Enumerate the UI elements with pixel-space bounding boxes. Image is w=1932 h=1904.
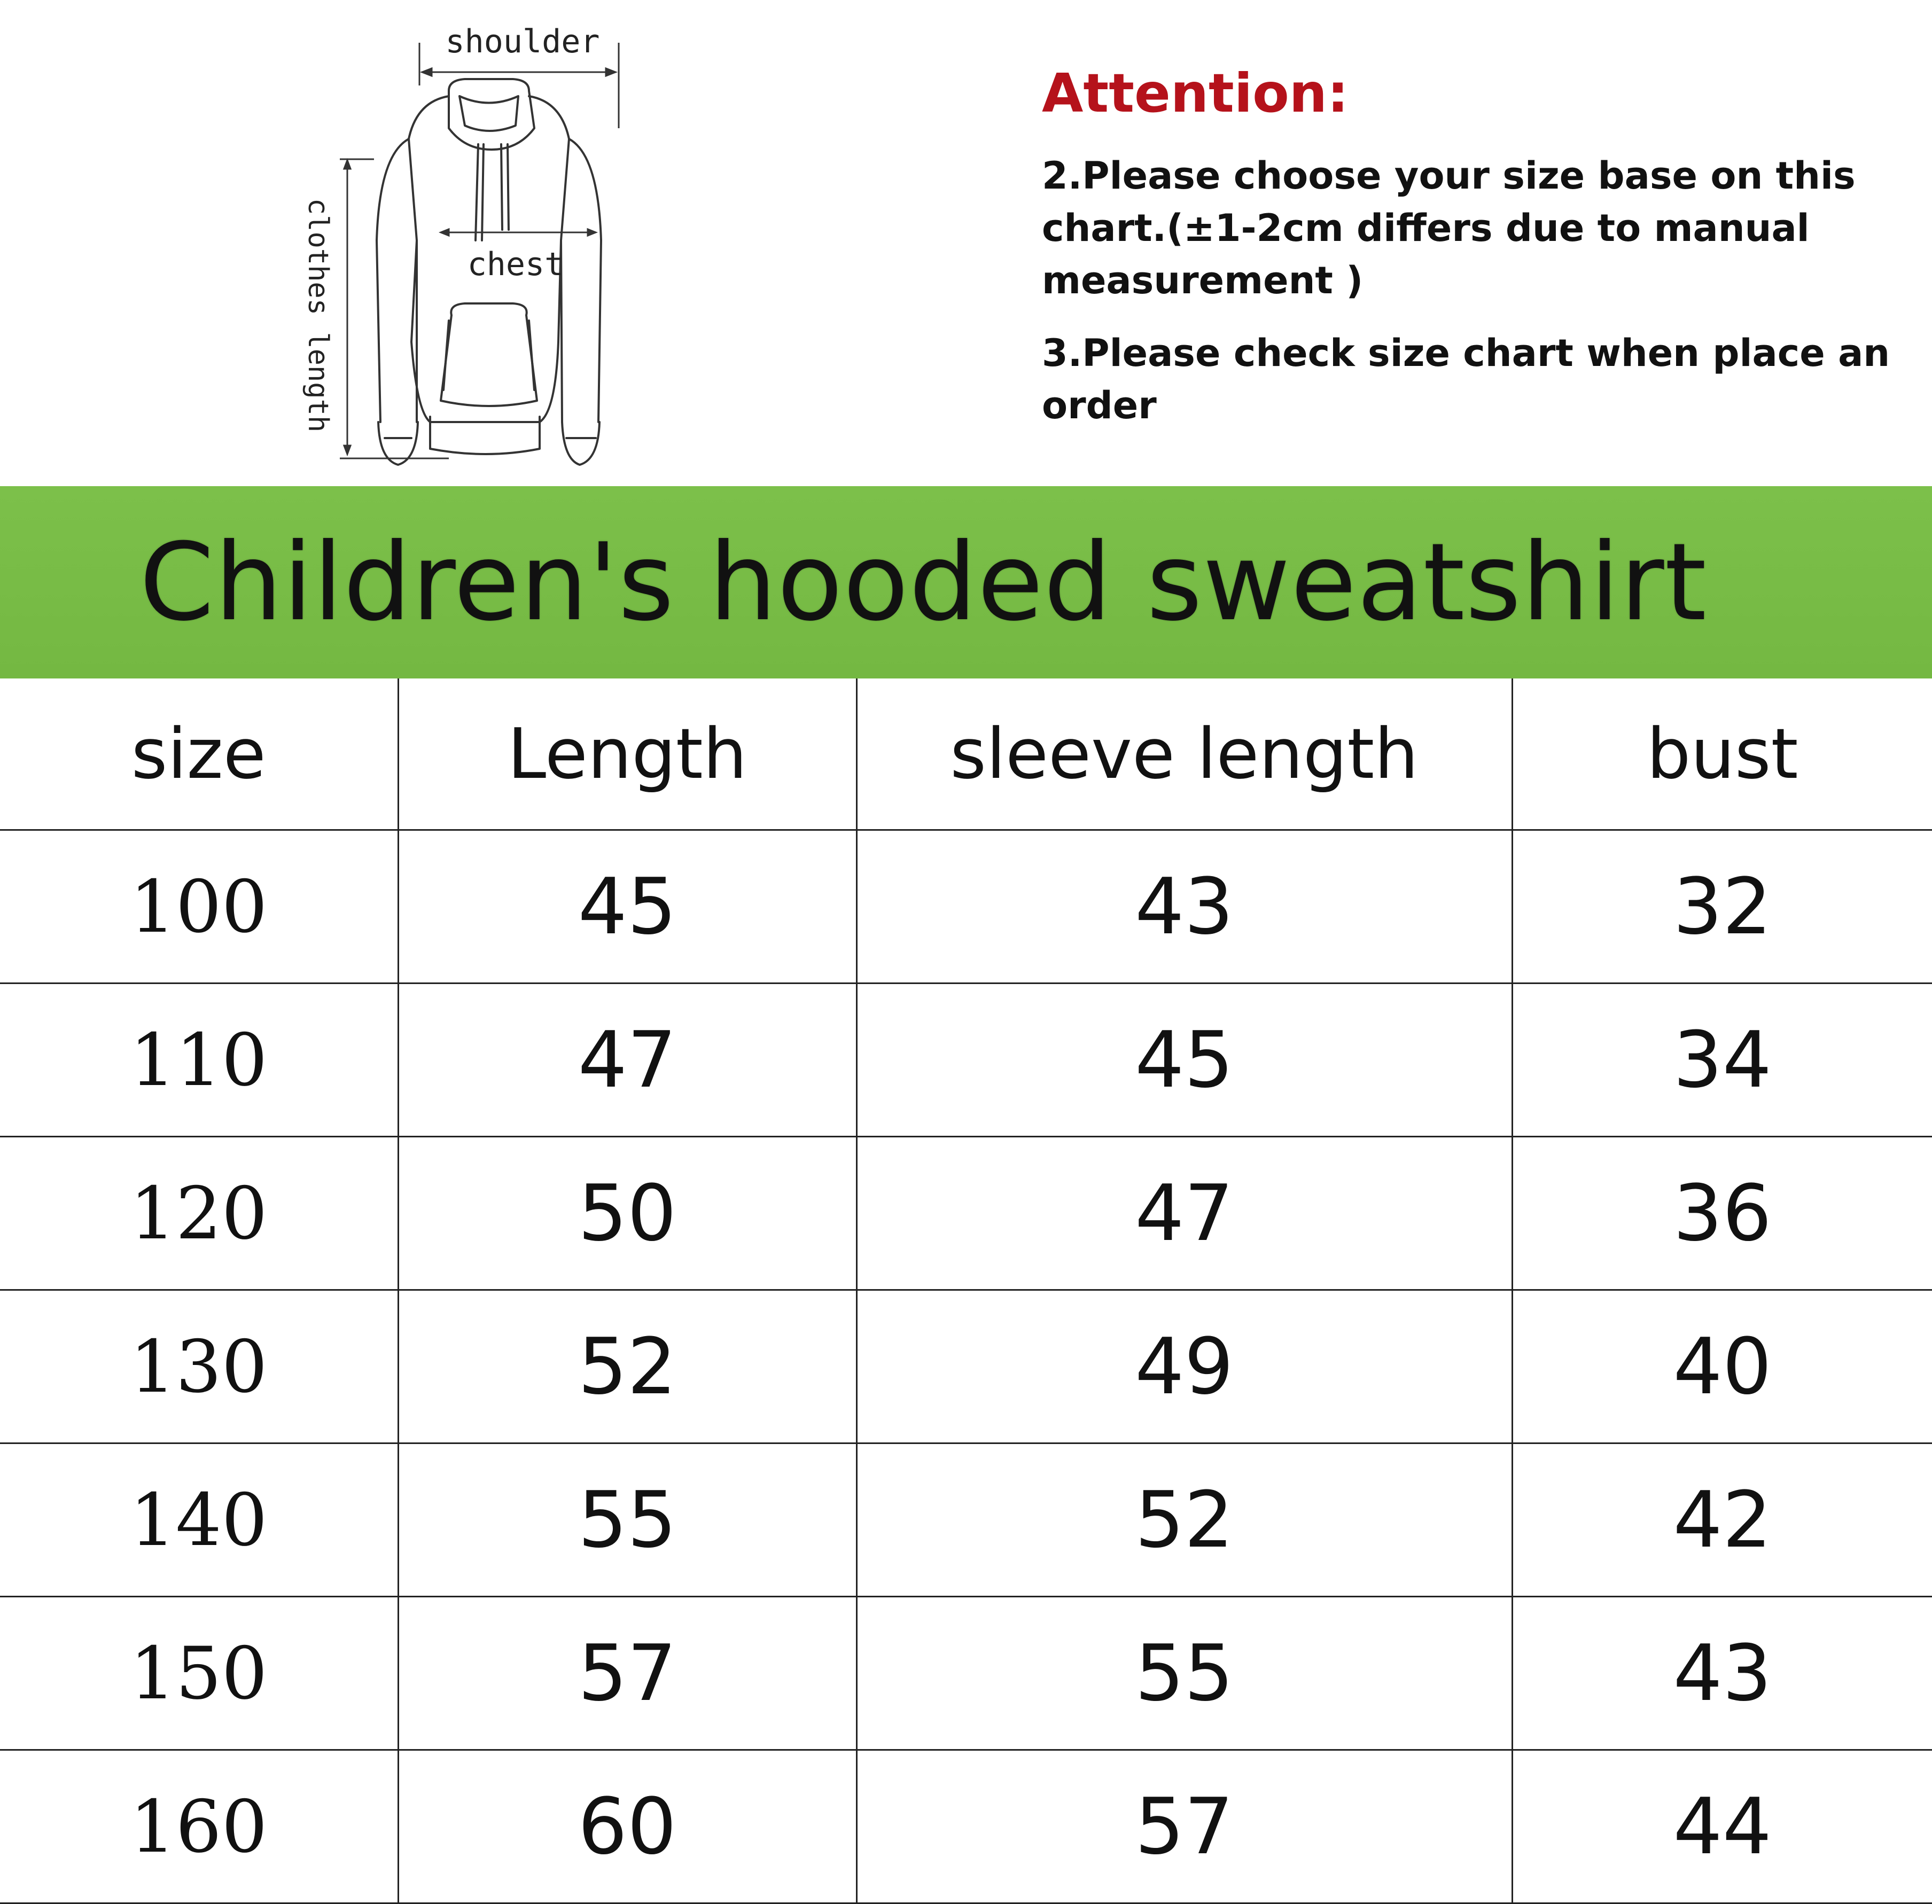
attention-note-2: 2.Please choose your size base on this chart.(±1-2cm differs due to manual measurement ) <box>1042 154 1856 302</box>
cell-sleeve-length: 57 <box>856 1750 1512 1903</box>
cell-bust: 32 <box>1512 830 1932 984</box>
hoodie-illustration <box>289 16 695 475</box>
cell-length: 57 <box>398 1597 856 1750</box>
attention-box <box>1042 59 1907 452</box>
cell-bust: 34 <box>1512 984 1932 1137</box>
size-chart-table <box>0 678 1932 1904</box>
banner-title: Children's hooded sweatshirt <box>139 520 1707 645</box>
header-length: Length <box>398 678 856 830</box>
title-banner <box>0 486 1932 678</box>
cell-sleeve-length: 52 <box>856 1443 1512 1597</box>
cell-bust: 43 <box>1512 1597 1932 1750</box>
cell-length: 45 <box>398 830 856 984</box>
cell-size: 130 <box>0 1290 398 1443</box>
top-section <box>0 0 1932 483</box>
header-sleeve-length: sleeve length <box>856 678 1512 830</box>
cell-length: 60 <box>398 1750 856 1903</box>
table-row <box>0 984 1932 1137</box>
cell-length: 50 <box>398 1137 856 1290</box>
cell-sleeve-length: 47 <box>856 1137 1512 1290</box>
attention-note-3: 3.Please check size chart when place an order <box>1042 331 1890 427</box>
cell-bust: 44 <box>1512 1750 1932 1903</box>
header-size: size <box>0 678 398 830</box>
table-row <box>0 830 1932 984</box>
cell-bust: 40 <box>1512 1290 1932 1443</box>
cell-bust: 42 <box>1512 1443 1932 1597</box>
cell-sleeve-length: 45 <box>856 984 1512 1137</box>
header-bust: bust <box>1512 678 1932 830</box>
cell-length: 47 <box>398 984 856 1137</box>
clothes-length-label: clothes length <box>302 198 334 433</box>
cell-size: 140 <box>0 1443 398 1597</box>
table-row <box>0 1597 1932 1750</box>
chest-label: chest <box>467 246 564 283</box>
attention-title: Attention: <box>1042 62 1349 124</box>
hoodie-measurement-diagram <box>289 16 695 475</box>
cell-sleeve-length: 55 <box>856 1597 1512 1750</box>
table-row <box>0 1443 1932 1597</box>
cell-length: 55 <box>398 1443 856 1597</box>
cell-size: 150 <box>0 1597 398 1750</box>
table-row <box>0 1290 1932 1443</box>
cell-length: 52 <box>398 1290 856 1443</box>
shoulder-label: shoulder <box>445 23 600 60</box>
cell-size: 120 <box>0 1137 398 1290</box>
cell-bust: 36 <box>1512 1137 1932 1290</box>
cell-sleeve-length: 43 <box>856 830 1512 984</box>
cell-sleeve-length: 49 <box>856 1290 1512 1443</box>
cell-size: 100 <box>0 830 398 984</box>
cell-size: 110 <box>0 984 398 1137</box>
table-row <box>0 1137 1932 1290</box>
table-header-row <box>0 678 1932 830</box>
table-row <box>0 1750 1932 1903</box>
cell-size: 160 <box>0 1750 398 1903</box>
